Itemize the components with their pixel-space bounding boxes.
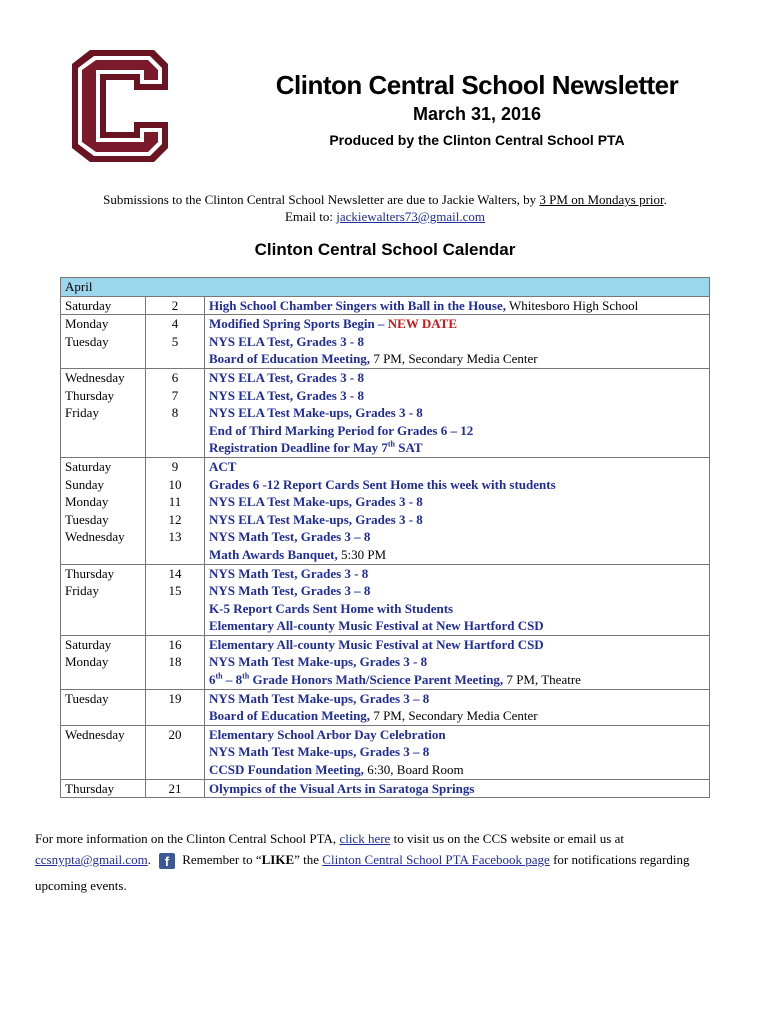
calendar-date: 14 15 <box>146 564 205 635</box>
calendar-table <box>60 277 710 798</box>
calendar-event <box>209 653 705 671</box>
event-b: NYS Math Test Make-ups, Grades 3 - 8 <box>209 654 428 670</box>
event-b: CCSD Foundation Meeting, <box>209 762 364 778</box>
event-sup2: th <box>242 671 250 681</box>
calendar-day: Monday Tuesday <box>61 315 146 369</box>
newsletter-title: Clinton Central School Newsletter <box>275 70 679 100</box>
calendar-event <box>209 369 705 387</box>
calendar-events <box>205 564 710 635</box>
event-b: Registration Deadline for May 7 <box>209 440 388 456</box>
event-b: End of Third Marking Period for Grades 6 – 12 <box>209 422 474 438</box>
calendar-event <box>209 528 705 546</box>
event-r: NEW DATE <box>387 316 458 332</box>
submission-deadline: 3 PM on Mondays prior <box>539 192 664 207</box>
event-b: Elementary All-county Music Festival at New Hartford CSD <box>209 618 544 634</box>
calendar-date: 9 10 11 12 13 <box>146 457 205 564</box>
footer-text: to visit us on the CCS website or email us at <box>390 831 624 846</box>
calendar-row <box>61 635 710 689</box>
event-b: K-5 Report Cards Sent Home with Students <box>209 600 454 616</box>
calendar-events <box>205 368 710 457</box>
event-n: 7 PM, Secondary Media Center <box>370 708 538 724</box>
calendar-row <box>61 368 710 457</box>
calendar-events <box>205 689 710 725</box>
calendar-day: Saturday Sunday Monday Tuesday Wednesday <box>61 457 146 564</box>
calendar-day: Tuesday <box>61 689 146 725</box>
click-here-link[interactable]: click here <box>339 831 391 846</box>
calendar-event <box>209 671 705 689</box>
calendar-date: 19 <box>146 689 205 725</box>
event-b: Board of Education Meeting, <box>209 708 371 724</box>
calendar-day: Wednesday Thursday Friday <box>61 368 146 457</box>
event-b: NYS ELA Test Make-ups, Grades 3 - 8 <box>209 405 423 421</box>
event-b: Grades 6 -12 Report Cards Sent Home this week with students <box>209 476 556 492</box>
calendar-event <box>209 546 705 564</box>
calendar-event <box>209 761 705 779</box>
event-b: NYS ELA Test, Grades 3 - 8 <box>209 387 364 403</box>
calendar-events <box>205 779 710 798</box>
calendar-row <box>61 689 710 725</box>
calendar-event <box>209 297 705 315</box>
month-label: April <box>61 278 710 297</box>
calendar-event <box>209 511 705 529</box>
calendar-date: 6 7 8 <box>146 368 205 457</box>
newsletter-date: March 31, 2016 <box>412 104 542 124</box>
footer-text: For more information on the Clinton Central School PTA, <box>35 831 340 846</box>
calendar-event <box>209 582 705 600</box>
event-b: NYS ELA Test, Grades 3 - 8 <box>209 369 364 385</box>
calendar-row <box>61 315 710 369</box>
calendar-day: Thursday <box>61 779 146 798</box>
submissions-period: . <box>663 192 667 207</box>
event-b: NYS Math Test, Grades 3 - 8 <box>209 565 369 581</box>
newsletter-producer: Produced by the Clinton Central School PTA <box>329 132 625 148</box>
event-b: Math Awards Banquet, <box>209 546 338 562</box>
event-b: Modified Spring Sports Begin – <box>209 316 388 332</box>
calendar-date: 2 <box>146 296 205 315</box>
calendar-date: 16 18 <box>146 635 205 689</box>
event-b: NYS Math Test Make-ups, Grades 3 – 8 <box>209 744 430 760</box>
event-n: 5:30 PM <box>337 546 387 562</box>
calendar-day: Thursday Friday <box>61 564 146 635</box>
event-b3: Grade Honors Math/Science Parent Meeting, <box>249 672 504 688</box>
calendar-row <box>61 725 710 779</box>
calendar-event <box>209 439 705 457</box>
calendar-event <box>209 726 705 744</box>
event-n: Whitesboro High School <box>506 297 639 313</box>
like-text: LIKE <box>261 852 295 867</box>
calendar-date: 21 <box>146 779 205 798</box>
calendar-event <box>209 780 705 798</box>
email-prefix: Email to: <box>284 209 337 224</box>
calendar-event <box>209 387 705 405</box>
calendar-event <box>209 476 705 494</box>
event-b: Elementary School Arbor Day Celebration <box>209 726 446 742</box>
calendar-event <box>209 743 705 761</box>
event-b: NYS Math Test, Grades 3 – 8 <box>209 529 371 545</box>
event-b: NYS Math Test Make-ups, Grades 3 – 8 <box>209 690 430 706</box>
calendar-row <box>61 779 710 798</box>
submissions-email-link[interactable]: jackiewalters73@gmail.com <box>336 209 486 224</box>
month-row <box>61 278 710 297</box>
calendar-date: 20 <box>146 725 205 779</box>
event-b: NYS ELA Test, Grades 3 - 8 <box>209 333 364 349</box>
event-b: High School Chamber Singers with Ball in the House, <box>209 297 506 313</box>
pta-email-link[interactable]: ccsnypta@gmail.com <box>35 852 148 867</box>
calendar-events <box>205 296 710 315</box>
calendar-day: Saturday Monday <box>61 635 146 689</box>
footer-text: Remember to “ <box>182 852 262 867</box>
event-b: Board of Education Meeting, <box>209 351 371 367</box>
footer-text: for notifications regarding upcoming events. <box>35 852 690 893</box>
calendar-event <box>209 617 705 635</box>
calendar-event <box>209 422 705 440</box>
calendar-event <box>209 565 705 583</box>
event-sup: th <box>387 440 395 450</box>
event-n: 7 PM, Secondary Media Center <box>370 351 538 367</box>
calendar-event <box>209 404 705 422</box>
calendar-event <box>209 315 705 333</box>
calendar-row <box>61 457 710 564</box>
calendar-event <box>209 636 705 654</box>
calendar-events <box>205 635 710 689</box>
footer-text: ” the <box>294 852 323 867</box>
submissions-note <box>40 191 730 225</box>
event-b: Olympics of the Visual Arts in Saratoga Springs <box>209 780 475 796</box>
calendar-event <box>209 707 705 725</box>
event-n: 7 PM, Theatre <box>503 672 581 688</box>
calendar-row <box>61 564 710 635</box>
footer-text: . <box>147 852 151 867</box>
calendar-event <box>209 458 705 476</box>
calendar-row <box>61 296 710 315</box>
event-n: 6:30, Board Room <box>363 762 464 778</box>
event-b2: – 8 <box>222 672 243 688</box>
calendar-event <box>209 690 705 708</box>
event-b: NYS Math Test, Grades 3 – 8 <box>209 583 371 599</box>
event-b: 6 <box>209 672 216 688</box>
event-b: Elementary All-county Music Festival at New Hartford CSD <box>209 636 544 652</box>
calendar-events <box>205 457 710 564</box>
event-b: ACT <box>209 458 237 474</box>
footer-note <box>35 830 735 899</box>
calendar-event <box>209 350 705 368</box>
calendar-day: Saturday <box>61 296 146 315</box>
submissions-text: Submissions to the Clinton Central School Newsletter are due to Jackie Walters, by <box>103 192 540 207</box>
facebook-page-link[interactable]: Clinton Central School PTA Facebook page <box>322 852 550 867</box>
calendar-event <box>209 493 705 511</box>
event-b: NYS ELA Test Make-ups, Grades 3 - 8 <box>209 494 423 510</box>
facebook-icon[interactable]: f <box>159 853 175 869</box>
calendar-day: Wednesday <box>61 725 146 779</box>
school-logo <box>72 50 168 162</box>
calendar-title: Clinton Central School Calendar <box>254 240 516 259</box>
event-b: NYS ELA Test Make-ups, Grades 3 - 8 <box>209 511 423 527</box>
event-sup: th <box>215 671 223 681</box>
calendar-event <box>209 333 705 351</box>
calendar-events <box>205 725 710 779</box>
calendar-events <box>205 315 710 369</box>
calendar-event <box>209 600 705 618</box>
event-b2: SAT <box>394 440 423 456</box>
calendar-date: 4 5 <box>146 315 205 369</box>
